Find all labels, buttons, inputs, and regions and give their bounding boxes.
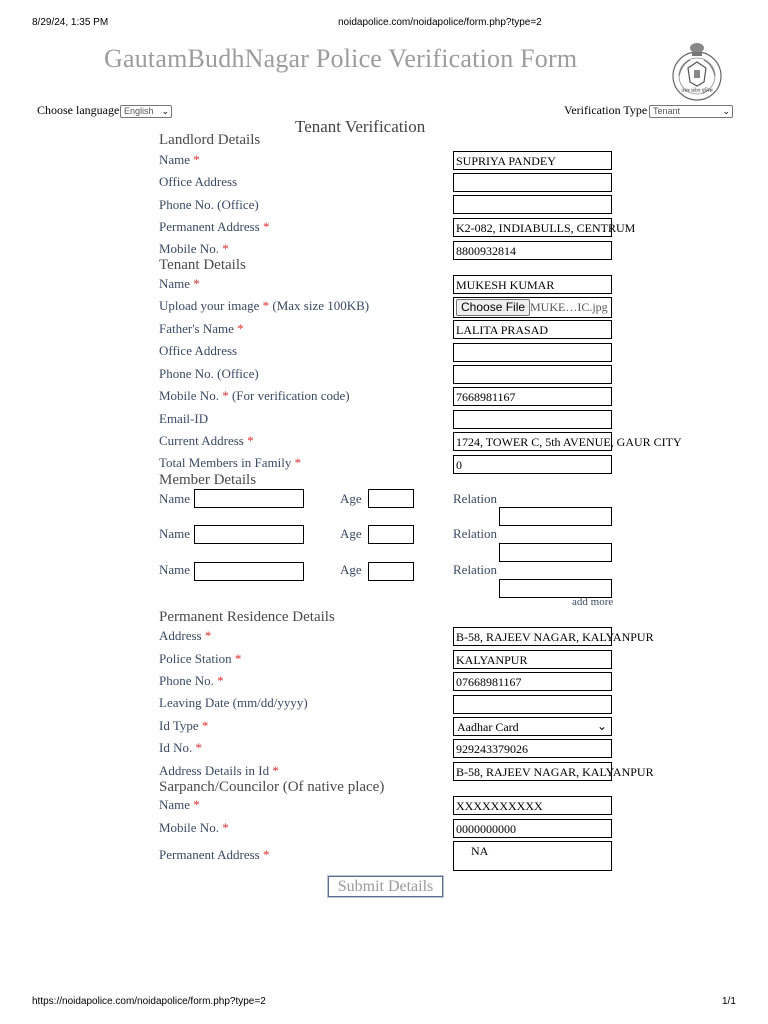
member-relation-input[interactable] bbox=[499, 507, 612, 526]
id-no-label: Id No. * bbox=[159, 740, 202, 755]
tenant-mobile-input[interactable]: 7668981167 bbox=[453, 387, 612, 406]
total-members-input[interactable]: 0 bbox=[453, 455, 612, 474]
emblem-text: उत्तर प्रदेश पुलिस bbox=[681, 88, 713, 94]
member-name-input[interactable] bbox=[194, 525, 304, 544]
landlord-mobile-input[interactable]: 8800932814 bbox=[453, 241, 612, 260]
member-relation-input[interactable] bbox=[499, 543, 612, 562]
member-relation-label: Relation bbox=[453, 491, 498, 506]
chevron-down-icon: ⌄ bbox=[722, 106, 730, 116]
tenant-section-title: Tenant Details bbox=[159, 257, 246, 273]
member-age-input[interactable] bbox=[368, 525, 414, 544]
member-name-label: Name bbox=[159, 526, 191, 541]
submit-details-button[interactable]: Submit Details bbox=[328, 876, 443, 897]
member-name-input[interactable] bbox=[194, 562, 304, 581]
member-section-title: Member Details bbox=[159, 472, 257, 488]
father-name-input[interactable]: LALITA PRASAD bbox=[453, 320, 612, 339]
tenant-name-input[interactable]: MUKESH KUMAR bbox=[453, 275, 612, 294]
member-name-label: Name bbox=[159, 562, 191, 577]
member-age-input[interactable] bbox=[368, 562, 414, 581]
tenant-phone-office-label: Phone No. (Office) bbox=[159, 366, 259, 381]
landlord-section-title: Landlord Details bbox=[159, 132, 261, 148]
residence-phone-label: Phone No. * bbox=[159, 673, 224, 688]
tenant-office-address-label: Office Address bbox=[159, 343, 238, 358]
landlord-name-label: Name * bbox=[159, 152, 200, 167]
landlord-office-address-label: Office Address bbox=[159, 174, 238, 189]
language-select[interactable] bbox=[120, 105, 172, 118]
leaving-date-input[interactable] bbox=[453, 695, 612, 714]
sarpanch-mobile-input[interactable]: 0000000000 bbox=[453, 819, 612, 838]
tenant-image-upload[interactable] bbox=[453, 297, 612, 318]
choose-file-button[interactable]: Choose File bbox=[456, 299, 530, 316]
print-url-footer: https://noidapolice.com/noidapolice/form.php?type=2 bbox=[32, 996, 266, 1007]
tenant-office-address-input[interactable] bbox=[453, 343, 612, 362]
current-address-label: Current Address * bbox=[159, 433, 254, 448]
landlord-permanent-address-label: Permanent Address * bbox=[159, 219, 270, 234]
chevron-down-icon: ⌄ bbox=[596, 719, 607, 733]
chevron-down-icon: ⌄ bbox=[161, 106, 169, 116]
selected-file-name: MUKE…IC.jpg bbox=[530, 300, 608, 314]
leaving-date-label: Leaving Date (mm/dd/yyyy) bbox=[159, 695, 308, 710]
id-type-value: Aadhar Card bbox=[457, 720, 519, 734]
residence-address-label: Address * bbox=[159, 628, 212, 643]
verification-type-value: Tenant bbox=[653, 106, 681, 116]
father-name-label: Father's Name * bbox=[159, 321, 244, 336]
landlord-permanent-address-input[interactable]: K2-082, INDIABULLS, CENTRUM bbox=[453, 218, 612, 237]
form-title: Tenant Verification bbox=[295, 117, 426, 136]
id-address-input[interactable]: B-58, RAJEEV NAGAR, KALYANPUR bbox=[453, 762, 612, 781]
landlord-phone-office-label: Phone No. (Office) bbox=[159, 197, 259, 212]
member-name-input[interactable] bbox=[194, 489, 304, 508]
sarpanch-address-textarea[interactable]: NA bbox=[453, 841, 612, 871]
member-relation-label: Relation bbox=[453, 562, 498, 577]
member-relation-label: Relation bbox=[453, 526, 498, 541]
sarpanch-name-label: Name * bbox=[159, 797, 200, 812]
id-type-label: Id Type * bbox=[159, 718, 209, 733]
email-label: Email-ID bbox=[159, 411, 209, 426]
print-page-count: 1/1 bbox=[722, 996, 736, 1007]
tenant-phone-office-input[interactable] bbox=[453, 365, 612, 384]
police-station-input[interactable]: KALYANPUR bbox=[453, 650, 612, 669]
landlord-mobile-label: Mobile No. * bbox=[159, 241, 229, 256]
print-datetime: 8/29/24, 1:35 PM bbox=[32, 17, 109, 28]
landlord-office-address-input[interactable] bbox=[453, 173, 612, 192]
residence-section-title: Permanent Residence Details bbox=[159, 609, 335, 625]
verification-type-select[interactable] bbox=[649, 105, 733, 118]
landlord-name-input[interactable]: SUPRIYA PANDEY bbox=[453, 151, 612, 170]
sarpanch-section-title: Sarpanch/Councilor (Of native place) bbox=[159, 779, 385, 795]
member-age-label: Age bbox=[340, 491, 362, 506]
residence-phone-input[interactable]: 07668981167 bbox=[453, 672, 612, 691]
residence-address-input[interactable]: B-58, RAJEEV NAGAR, KALYANPUR bbox=[453, 627, 612, 646]
police-station-label: Police Station * bbox=[159, 651, 242, 666]
tenant-mobile-label: Mobile No. * (For verification code) bbox=[159, 388, 350, 403]
total-members-label: Total Members in Family * bbox=[159, 455, 302, 470]
print-url-header: noidapolice.com/noidapolice/form.php?type=2 bbox=[338, 17, 542, 28]
tenant-image-label: Upload your image * (Max size 100KB) bbox=[159, 298, 370, 313]
id-address-label: Address Details in Id * bbox=[159, 763, 279, 778]
member-age-input[interactable] bbox=[368, 489, 414, 508]
sarpanch-address-label: Permanent Address * bbox=[159, 847, 270, 862]
tenant-name-label: Name * bbox=[159, 276, 200, 291]
id-type-select[interactable] bbox=[453, 717, 612, 736]
add-more-link[interactable]: add more bbox=[572, 596, 614, 608]
current-address-input[interactable]: 1724, TOWER C, 5th AVENUE, GAUR CITY bbox=[453, 432, 612, 451]
sarpanch-name-input[interactable]: XXXXXXXXXX bbox=[453, 796, 612, 815]
language-label: Choose language bbox=[37, 103, 120, 117]
id-no-input[interactable]: 929243379026 bbox=[453, 739, 612, 758]
verification-type-label: Verification Type bbox=[564, 103, 648, 117]
up-police-emblem-icon bbox=[664, 36, 730, 102]
member-name-label: Name bbox=[159, 491, 191, 506]
sarpanch-mobile-label: Mobile No. * bbox=[159, 820, 229, 835]
language-value: English bbox=[124, 106, 154, 116]
page-title: GautamBudhNagar Police Verification Form bbox=[104, 44, 578, 73]
member-age-label: Age bbox=[340, 526, 362, 541]
member-age-label: Age bbox=[340, 562, 362, 577]
email-input[interactable] bbox=[453, 410, 612, 429]
landlord-phone-office-input[interactable] bbox=[453, 195, 612, 214]
